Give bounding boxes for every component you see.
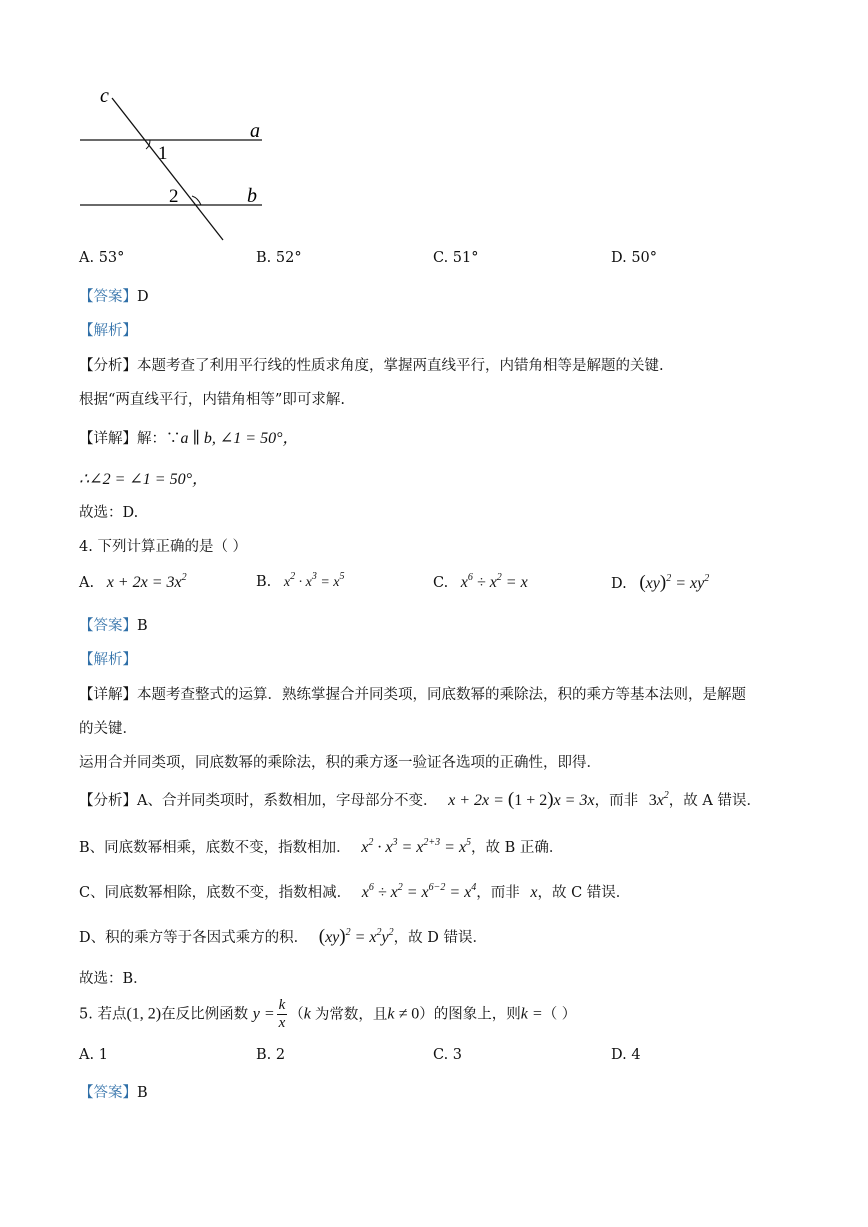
fenxi-tag: 【分析】 bbox=[79, 358, 137, 374]
q3-answer bbox=[79, 285, 149, 306]
q5-stem-part1: 5. 若点 bbox=[79, 1006, 127, 1023]
q4-fenxi-b: B、同底数幂相乘，底数不变，指数相加． $x^2 \cdot x^3 = x^{2+3} = x^5$，故 B 正确． bbox=[79, 837, 564, 856]
answer-value: D bbox=[137, 289, 149, 305]
q5-stem-part6: （ ） bbox=[542, 1006, 577, 1023]
option-label: C. bbox=[433, 575, 449, 591]
q4-analysis-tag: 【解析】 bbox=[79, 652, 137, 668]
q4-choose: 故选：B． bbox=[79, 971, 148, 987]
q4-stem: 4. 下列计算正确的是（ ） bbox=[79, 539, 248, 555]
q4-option-d: D. $(xy)^2 = xy^2$ bbox=[611, 572, 710, 593]
q5-stem-part4: 为常数，且 bbox=[314, 1006, 388, 1023]
q4-detail-1 bbox=[79, 683, 746, 704]
q4-answer bbox=[79, 614, 148, 635]
q5-option-d: D. 4 bbox=[611, 1047, 641, 1063]
q5-stem: 5. 若点(1, 2)在反比例函数 y = $\frac{k}{x}$ （k 为常数，且k ≠ 0）的图象上，则k =（ ） bbox=[79, 997, 577, 1031]
detail-tag: 【详解】 bbox=[79, 431, 137, 447]
q3-analysis-tag: 【解析】 bbox=[79, 323, 137, 339]
label-c: c bbox=[100, 85, 109, 107]
q3-option-d: D. 50° bbox=[611, 250, 658, 266]
q4-detail-3: 运用合并同类项，同底数幂的乘除法，积的乘方逐一验证各选项的正确性，即得． bbox=[79, 755, 601, 771]
fenxi-a-tail1: ，而非 bbox=[594, 793, 639, 809]
angle-2-arc bbox=[192, 196, 201, 205]
answer-tag: 【答案】 bbox=[79, 1085, 137, 1101]
answer-value: B bbox=[137, 618, 148, 634]
option-label: D. bbox=[611, 576, 627, 592]
q5-answer bbox=[79, 1081, 148, 1102]
q5-stem-part3: （ bbox=[289, 1006, 304, 1023]
q3-step2: ∴∠2 = ∠1 = 50°， bbox=[79, 471, 208, 488]
fenxi-a-text: A、合并同类项时，系数相加，字母部分不变． bbox=[137, 793, 438, 809]
q3-fenxi bbox=[79, 354, 664, 375]
detail-tag: 【详解】 bbox=[79, 687, 137, 703]
line-c bbox=[112, 98, 223, 240]
q4-fenxi-c: C、同底数幂相除，底数不变，指数相减． $x^6 \div x^2 = x^{6-2} = x^4$，而非 x，故 C 错误． bbox=[79, 882, 631, 901]
q5-option-b: B. 2 bbox=[256, 1047, 286, 1063]
q5-point: (1, 2) bbox=[126, 1005, 162, 1023]
label-b: b bbox=[247, 185, 257, 207]
label-1: 1 bbox=[158, 143, 168, 164]
q5-option-c: C. 3 bbox=[433, 1047, 463, 1063]
detail-text: 本题考查整式的运算．熟练掌握合并同类项，同底数幂的乘除法，积的乘方等基本法则，是解题 bbox=[137, 687, 746, 703]
label-2: 2 bbox=[169, 186, 179, 207]
fenxi-b-tail: ，故 B 正确． bbox=[471, 840, 564, 856]
fenxi-c-text: C、同底数幂相除，底数不变，指数相减． bbox=[79, 885, 352, 901]
q4-fenxi-a: 【分析】A、合并同类项时，系数相加，字母部分不变． x + 2x = (1 + 2)x = 3x，而非 $3x^2$，故 A 错误． bbox=[79, 789, 761, 810]
fenxi-tag: 【分析】 bbox=[79, 793, 137, 809]
fenxi-c-tail2: ，故 C 错误． bbox=[537, 885, 631, 901]
fenxi-text: 本题考查了利用平行线的性质求角度，掌握两直线平行，内错角相等是解题的关键. bbox=[137, 358, 664, 374]
q4-fenxi-d: D、积的乘方等于各因式乘方的积． $(xy)^2 = x^2y^2$，故 D 错误． bbox=[79, 926, 487, 947]
q5-stem-part2: 在反比例函数 bbox=[161, 1006, 249, 1023]
fenxi-b-text: B、同底数幂相乘，底数不变，指数相加． bbox=[79, 840, 351, 856]
q3-genju: 根据“两直线平行，内错角相等”即可求解. bbox=[79, 392, 345, 408]
option-label: A. bbox=[79, 575, 95, 591]
q3-detail bbox=[79, 425, 299, 448]
fenxi-d-text: D、积的乘方等于各因式乘方的积． bbox=[79, 930, 309, 946]
q4-option-b: B. $x^2 \cdot x^3 = x^5$ bbox=[256, 571, 345, 590]
answer-tag: 【答案】 bbox=[79, 289, 137, 305]
q4-option-a: A. $x + 2x = 3x^2$ bbox=[79, 572, 187, 591]
q5-option-a: A. 1 bbox=[79, 1047, 108, 1063]
parallel-lines-figure bbox=[70, 80, 280, 250]
label-a: a bbox=[250, 120, 260, 142]
fenxi-c-tail1: ，而非 bbox=[476, 885, 520, 901]
q3-option-a: A. 53° bbox=[79, 250, 125, 266]
detail-step1: a ∥ b, ∠1 = 50°， bbox=[180, 430, 299, 447]
q4-detail-2: 的关键． bbox=[79, 721, 137, 737]
q3-choose: 故选：D. bbox=[79, 505, 139, 521]
q5-stem-part5: ）的图象上，则 bbox=[419, 1006, 521, 1023]
answer-value: B bbox=[137, 1085, 148, 1101]
fenxi-d-tail: ，故 D 错误． bbox=[393, 930, 487, 946]
fenxi-a-tail2: ，故 A 错误． bbox=[668, 793, 761, 809]
q3-option-c: C. 51° bbox=[433, 250, 479, 266]
detail-prefix: 解：∵ bbox=[137, 431, 181, 447]
option-label: B. bbox=[256, 574, 272, 590]
answer-tag: 【答案】 bbox=[79, 618, 137, 634]
q4-option-c: C. $x^6 \div x^2 = x$ bbox=[433, 572, 528, 591]
q3-option-b: B. 52° bbox=[256, 250, 302, 266]
